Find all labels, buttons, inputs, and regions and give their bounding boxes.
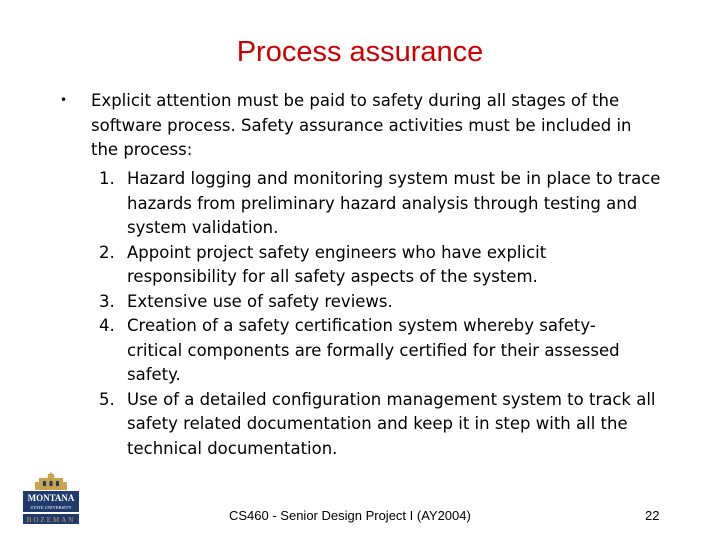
- item-line: system validation.: [127, 218, 279, 237]
- footer-course: CS460 - Senior Design Project I (AY2004): [229, 508, 471, 523]
- item-line: critical components are formally certified for their assessed: [127, 340, 620, 360]
- item-line: safety.: [127, 365, 181, 384]
- item-number: 3.: [99, 291, 115, 311]
- item-number: 1.: [99, 169, 115, 188]
- item-line: responsibility for all safety aspects of the system.: [127, 267, 538, 286]
- logo-name: MONTANA: [27, 493, 75, 503]
- list-item: [91, 388, 681, 462]
- list-item: [91, 241, 681, 290]
- numbered-list: [91, 167, 681, 461]
- intro-line: Explicit attention must be paid to safety during all stages of the: [91, 91, 620, 110]
- item-line: Use of a detailed configuration management system to track all: [127, 389, 656, 409]
- item-line: Extensive use of safety reviews.: [127, 291, 393, 311]
- slide-title: Process assurance: [236, 36, 484, 68]
- intro-paragraph: [91, 89, 671, 163]
- item-line: Hazard logging and monitoring system must be in place to trace: [127, 169, 661, 188]
- item-line: Creation of a safety certification system whereby safety-: [127, 316, 596, 335]
- intro-line: the process:: [91, 140, 193, 159]
- page-number: 22: [645, 508, 660, 523]
- list-item: [91, 314, 681, 388]
- list-item: [91, 167, 681, 241]
- item-line: hazards from preliminary hazard analysis through testing and: [127, 193, 638, 213]
- item-number: 4.: [99, 316, 115, 335]
- logo-sub: STATE UNIVERSITY: [30, 505, 72, 510]
- intro-line: software process. Safety assurance activities must be included in: [91, 115, 632, 135]
- logo-city: BOZEMAN: [26, 516, 76, 524]
- item-line: Appoint project safety engineers who have explicit: [127, 242, 547, 262]
- bullet-marker: •: [60, 93, 68, 107]
- item-line: technical documentation.: [127, 438, 338, 458]
- list-item: [91, 290, 681, 315]
- montana-state-university-logo: [19, 472, 83, 526]
- item-number: 5.: [99, 389, 115, 409]
- item-number: 2.: [99, 242, 115, 262]
- item-line: safety related documentation and keep it in step with all the: [127, 414, 628, 433]
